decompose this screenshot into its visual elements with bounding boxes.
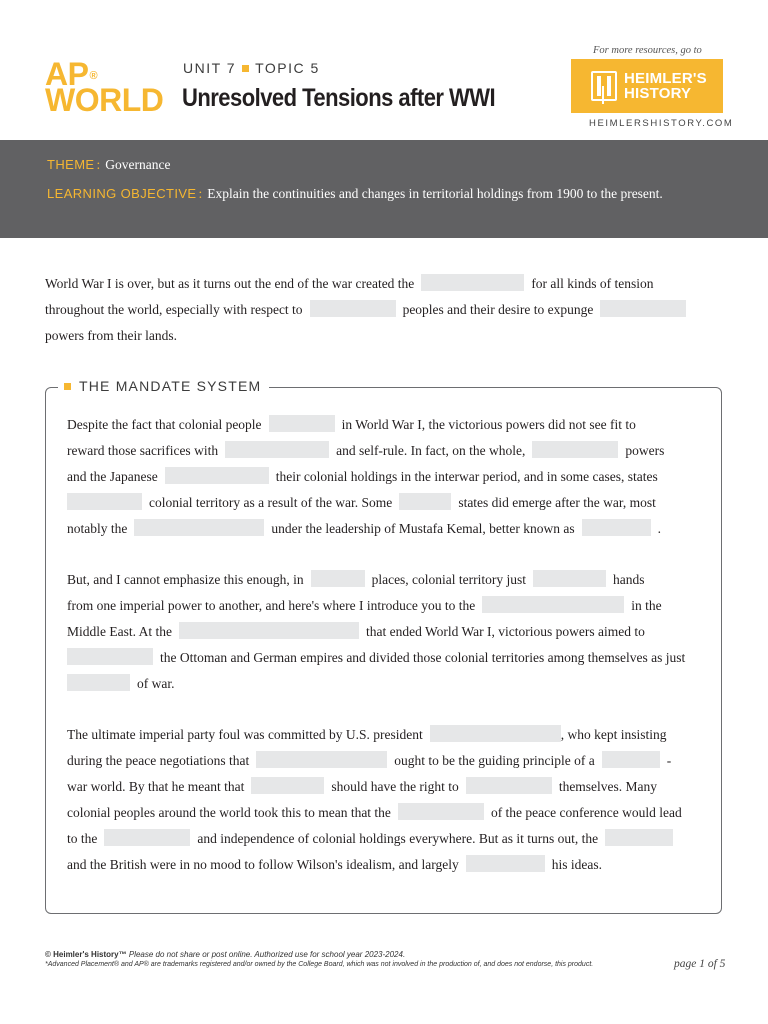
page-number: page 1 of 5: [674, 958, 726, 970]
page-title: Unresolved Tensions after WWI: [182, 84, 496, 112]
resources-note: For more resources, go to: [593, 45, 702, 56]
heimlers-history-logo[interactable]: [571, 59, 723, 113]
theme-band: [0, 140, 768, 238]
blank-field[interactable]: [602, 751, 660, 768]
blank-field[interactable]: [310, 300, 396, 317]
blank-field[interactable]: [600, 300, 686, 317]
blank-field[interactable]: [466, 855, 545, 872]
blank-field[interactable]: [430, 725, 561, 742]
blank-field[interactable]: [134, 519, 264, 536]
intro-paragraph: World War I is over, but as it turns out the end of the war created the for all kinds of tension throughout the world, especially with respect to peoples and their desire to expunge powers from their lands.: [45, 271, 693, 349]
footer-copyright: © Heimler's History™ Please do not share or post online. Authorized use for school year 2023-2024.: [45, 950, 406, 959]
unit-label: UNIT 7: [183, 60, 237, 76]
brand-name: HEIMLER'S HISTORY: [624, 70, 707, 102]
mandate-paragraph-1: Despite the fact that colonial people in World War I, the victorious powers did not see fit to reward those sacrifices with and self-rule. In fact, on the whole, powers and the Japanese their colonial holdings in the interwar period, and in some cases, states colonial territory as a result of the war. Some states did emerge after the war, most notably the under the leadership of Mustafa Kemal, better known as .: [67, 417, 665, 536]
square-bullet-icon: [64, 383, 71, 390]
blank-field[interactable]: [67, 493, 142, 510]
blank-field[interactable]: [482, 596, 624, 613]
blank-field[interactable]: [67, 648, 153, 665]
blank-field[interactable]: [533, 570, 606, 587]
objective-value: Explain the continuities and changes in territorial holdings from 1900 to the present.: [207, 186, 663, 201]
blank-field[interactable]: [269, 415, 335, 432]
blank-field[interactable]: [582, 519, 651, 536]
brand-url[interactable]: HEIMLERSHISTORY.COM: [589, 118, 734, 129]
mandate-paragraph-2: But, and I cannot emphasize this enough, in places, colonial territory just hands from one imperial power to another, and here's where I introduce you to the in the Middle East. At the that ended World War I, victorious powers aimed to the Ottoman and German empires and divided those colonial territories among themselves as just of war.: [67, 572, 686, 691]
blank-field[interactable]: [311, 570, 365, 587]
objective-row: LEARNING OBJECTIVE : Explain the continuities and changes in territorial holdings from 1900 to the present.: [47, 186, 663, 201]
blank-field[interactable]: [532, 441, 618, 458]
heimler-h-icon: [591, 71, 617, 101]
square-bullet-icon: [242, 65, 249, 72]
objective-label: LEARNING OBJECTIVE: [47, 186, 197, 201]
blank-field[interactable]: [605, 829, 673, 846]
theme-value: Governance: [105, 157, 171, 172]
blank-field[interactable]: [399, 493, 451, 510]
theme-row: THEME : Governance: [47, 157, 171, 172]
blank-field[interactable]: [104, 829, 190, 846]
blank-field[interactable]: [179, 622, 359, 639]
footer-trademark: *Advanced Placement® and AP® are trademarks registered and/or owned by the College Board, which was not involved in the production of, and does not endorse, this product.: [45, 961, 594, 968]
topic-label: TOPIC 5: [255, 60, 320, 76]
blank-field[interactable]: [225, 441, 329, 458]
blank-field[interactable]: [165, 467, 269, 484]
blank-field[interactable]: [67, 674, 130, 691]
blank-field[interactable]: [251, 777, 324, 794]
blank-field[interactable]: [466, 777, 552, 794]
theme-label: THEME: [47, 157, 95, 172]
world-logo: WORLD: [45, 82, 164, 118]
section-heading: THE MANDATE SYSTEM: [58, 378, 269, 394]
blank-field[interactable]: [421, 274, 524, 291]
blank-field[interactable]: [256, 751, 387, 768]
unit-topic-label: [183, 60, 320, 76]
mandate-paragraph-3: The ultimate imperial party foul was committed by U.S. president , who kept insisting during the peace negotiations that ought to be the guiding principle of a - war world. By that he meant that should have the right to themselves. Many colonial peoples around the world took this to mean that the of the peace conference would lead to the and independence of colonial holdings everywhere. But as it turns out, the and the British were in no mood to follow Wilson's idealism, and largely his ideas.: [67, 727, 682, 872]
ap-logo: AP®: [45, 56, 98, 92]
blank-field[interactable]: [398, 803, 484, 820]
